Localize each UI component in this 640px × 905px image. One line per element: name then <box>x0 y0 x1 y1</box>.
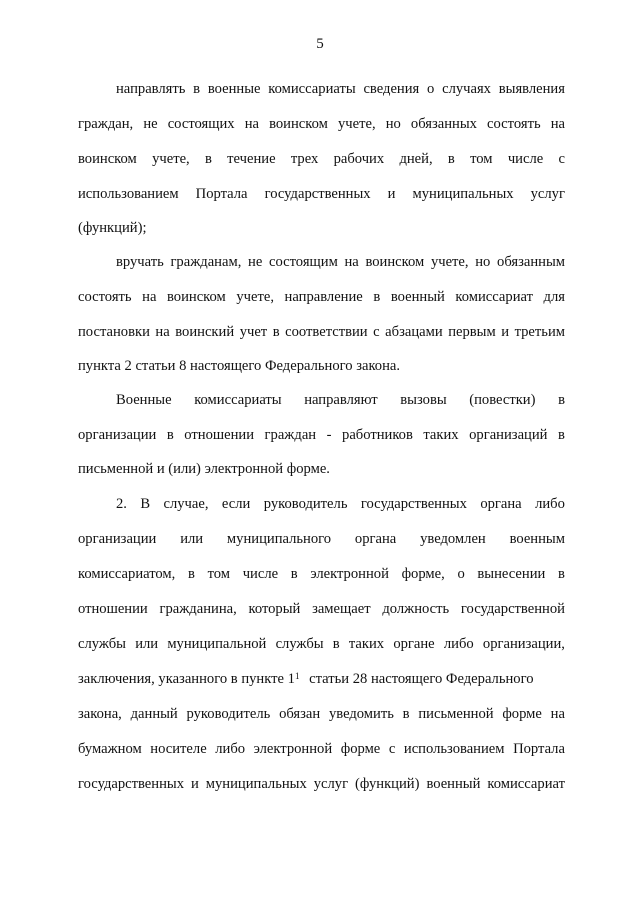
word: вынесении <box>477 566 546 582</box>
text-line <box>78 185 565 203</box>
word: государственной <box>460 601 565 617</box>
word: использованием <box>78 186 179 202</box>
word: обязан <box>279 706 321 722</box>
word: использованием <box>403 741 505 757</box>
word: государственных <box>264 186 371 202</box>
word: комиссариаты <box>194 392 282 408</box>
word: замещает <box>312 601 371 617</box>
word: граждан, <box>78 116 134 132</box>
word: состоять <box>78 289 132 305</box>
word: соответствии <box>285 324 368 340</box>
word: руководитель <box>263 496 348 512</box>
word: случаях <box>442 81 491 97</box>
word: в <box>558 427 565 443</box>
text-line <box>78 288 565 306</box>
text-line: письменной и (или) электронной форме. <box>78 461 330 477</box>
word: воинском <box>167 289 226 305</box>
word: учете, <box>152 151 190 167</box>
word: органе <box>393 636 435 652</box>
word: службы <box>275 636 324 652</box>
word: работников <box>342 427 413 443</box>
word: о <box>427 81 435 97</box>
word: в <box>204 151 212 167</box>
word: должность <box>382 601 450 617</box>
word: муниципальных <box>205 776 307 792</box>
word: числе <box>242 566 279 582</box>
word: случае, <box>163 496 209 512</box>
text-line: (функций); <box>78 220 147 236</box>
word: гражданина, <box>159 601 237 617</box>
word: на <box>244 116 259 132</box>
word: уведомить <box>328 706 394 722</box>
word: комиссариаты <box>268 81 356 97</box>
text-line <box>78 115 565 133</box>
word: с <box>558 151 565 167</box>
word: и <box>190 776 199 792</box>
word: комиссариат <box>487 776 565 792</box>
word: но <box>385 116 401 132</box>
text-line: пункта 2 статьи 8 настоящего Федерального закона. <box>78 358 401 374</box>
word: - <box>326 427 332 443</box>
word: государственных <box>360 496 467 512</box>
word: если <box>221 496 251 512</box>
word: выявления <box>498 81 565 97</box>
word: организаций <box>469 427 548 443</box>
word: учете, <box>337 116 376 132</box>
word: носителе <box>150 741 207 757</box>
text-line <box>116 80 565 98</box>
word: том <box>470 151 493 167</box>
word: рабочих <box>333 151 385 167</box>
word: состоящим <box>269 254 338 270</box>
word: закона, <box>78 706 122 722</box>
word: форме <box>502 706 542 722</box>
word: организации <box>78 427 157 443</box>
word: учет <box>239 324 268 340</box>
word: в <box>332 636 340 652</box>
word: постановки <box>78 324 150 340</box>
word: и <box>501 324 510 340</box>
word: услуг <box>530 186 565 202</box>
word: течение <box>227 151 276 167</box>
word: состоящих <box>167 116 235 132</box>
word: состоять <box>487 116 541 132</box>
word: либо <box>215 741 246 757</box>
text-line <box>78 775 565 793</box>
word: и <box>387 186 396 202</box>
word: учете, <box>236 289 274 305</box>
text-fragment: статьи 28 настоящего Федерального <box>309 671 534 687</box>
word: в <box>193 81 201 97</box>
word: военным <box>509 531 565 547</box>
word: обязанных <box>410 116 477 132</box>
word: форме, <box>401 566 445 582</box>
text-line <box>78 740 565 758</box>
word: муниципальной <box>167 636 267 652</box>
word: организации, <box>482 636 565 652</box>
text-line <box>78 426 565 444</box>
text-line <box>78 600 565 618</box>
word: руководитель <box>186 706 271 722</box>
word: вызовы <box>400 392 447 408</box>
word: воинский <box>175 324 235 340</box>
word: том <box>207 566 231 582</box>
word: в <box>272 324 280 340</box>
word: военный <box>426 776 481 792</box>
word: (повестки) <box>469 392 536 408</box>
word: таких <box>423 427 459 443</box>
word: гражданам, <box>170 254 242 270</box>
word: на <box>155 324 170 340</box>
word: в <box>402 706 410 722</box>
word: или <box>135 636 159 652</box>
text-line <box>78 635 565 653</box>
word: письменной <box>418 706 494 722</box>
word: числе <box>507 151 544 167</box>
word: органа <box>480 496 522 512</box>
word: комиссариат <box>455 289 533 305</box>
word: граждан <box>264 427 317 443</box>
word: в <box>558 566 565 582</box>
word: уведомлен <box>420 531 486 547</box>
word: либо <box>443 636 474 652</box>
word: государственных <box>78 776 185 792</box>
word: в <box>290 566 298 582</box>
word: который <box>248 601 301 617</box>
word: в <box>166 427 174 443</box>
page-number: 5 <box>316 36 324 52</box>
word: на <box>142 289 157 305</box>
word: сведения <box>363 81 420 97</box>
word: в <box>558 392 565 408</box>
word: дней, <box>399 151 433 167</box>
word: на <box>550 706 565 722</box>
word: абзацами <box>385 324 443 340</box>
word: с <box>373 324 380 340</box>
word: отношении <box>78 601 148 617</box>
text-line <box>116 253 565 271</box>
text-line <box>78 705 565 723</box>
word: направлять <box>116 81 186 97</box>
word: с <box>388 741 396 757</box>
word: комиссариатом, <box>78 566 176 582</box>
word: первым <box>448 324 496 340</box>
word: учете, <box>430 254 469 270</box>
word: в <box>447 151 455 167</box>
text-fragment: заключения, указанного в пункте 1 <box>78 671 295 687</box>
word: для <box>543 289 565 305</box>
word: службы <box>78 636 126 652</box>
word: трех <box>290 151 319 167</box>
word: либо <box>535 496 565 512</box>
word: военный <box>390 289 445 305</box>
word: (функций) <box>355 776 420 792</box>
word: направление <box>284 289 363 305</box>
word: не <box>248 254 263 270</box>
word: военные <box>207 81 261 97</box>
word: органа <box>354 531 397 547</box>
text-line-with-footnote <box>78 670 565 688</box>
word: таких <box>348 636 385 652</box>
text-line <box>78 150 565 168</box>
word: Портала <box>195 186 248 202</box>
word: электронной <box>310 566 389 582</box>
word: Портала <box>513 741 565 757</box>
word: направляют <box>304 392 378 408</box>
word: форме <box>340 741 381 757</box>
word: электронной <box>253 741 333 757</box>
word: услуг <box>313 776 349 792</box>
word: 2. <box>116 496 127 512</box>
word: муниципального <box>226 531 332 547</box>
superscript-number: 1 <box>294 671 300 681</box>
text-line <box>78 565 565 583</box>
word: бумажном <box>78 741 142 757</box>
word: на <box>344 254 359 270</box>
word: или <box>180 531 204 547</box>
word: но <box>475 254 491 270</box>
word: В <box>140 496 151 512</box>
word: третьим <box>514 324 565 340</box>
word: воинском <box>78 151 137 167</box>
text-line <box>78 530 565 548</box>
word: Военные <box>116 392 172 408</box>
word: воинском <box>269 116 328 132</box>
word: на <box>550 116 565 132</box>
word: обязанным <box>497 254 565 270</box>
word: организации <box>78 531 157 547</box>
word: муниципальных <box>412 186 514 202</box>
word: не <box>143 116 158 132</box>
word: отношении <box>184 427 255 443</box>
word: воинском <box>365 254 425 270</box>
word: в <box>373 289 381 305</box>
word: о <box>457 566 465 582</box>
text-line <box>78 323 565 341</box>
text-line <box>116 495 565 513</box>
text-line <box>116 391 565 409</box>
word: в <box>188 566 195 582</box>
word: данный <box>130 706 178 722</box>
word: вручать <box>116 254 164 270</box>
